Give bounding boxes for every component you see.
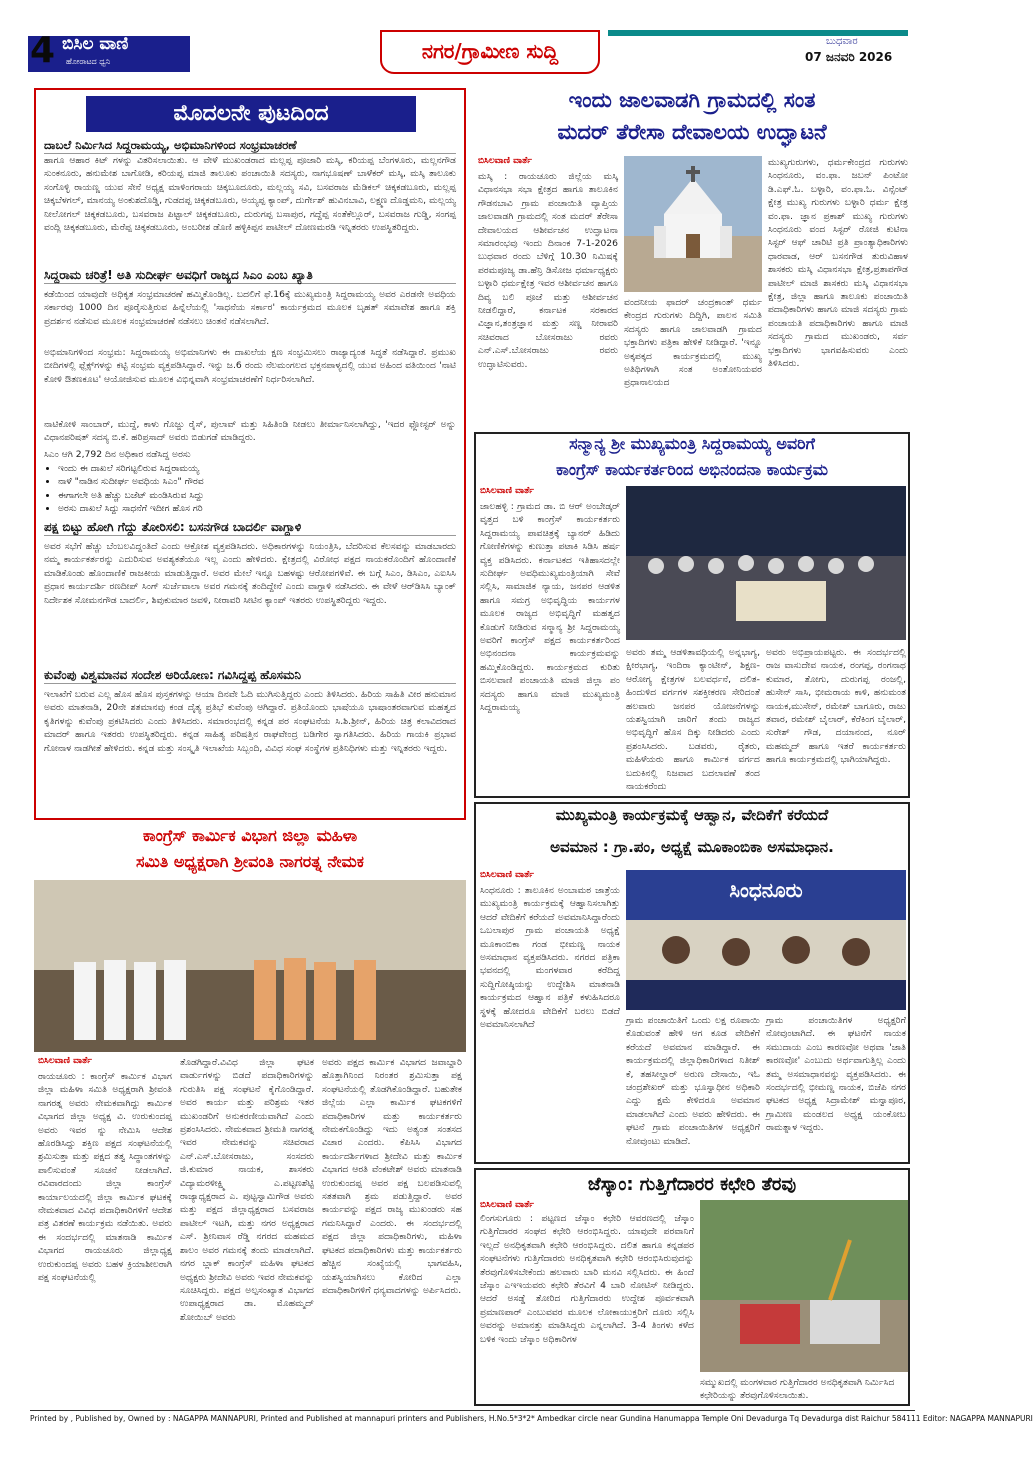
womens-photo (34, 880, 466, 1052)
lead-subhead-4: ಕುವೆಂಪು ವಿಶ್ವಮಾನವ ಸಂದೇಶ ಅರಿಯೋಣ: ಗವಿಸಿದ್ದಪ್ಪ ಹೊಸಮನಿ (44, 668, 456, 684)
lead-subhead-1: ದಾಬಲೆ ನಿರ್ಮಿಸಿದ ಸಿದ್ದರಾಮಯ್ಯ, ಅಭಿಮಾನಿಗಳಿಂದ ಸಂಭ್ರಮಾಚರಣೆ (44, 138, 456, 154)
lead-bullet: • ಈಗಾಗಲೇ ಅತಿ ಹೆಚ್ಚು ಬಜೆಟ್ ಮಂಡಿಸಿರುವ ಸಿದ್ದು (58, 489, 456, 502)
felicitation-article (474, 432, 910, 798)
invite-headline-2: ಅವಮಾನ : ಗ್ರಾ.ಪಂ, ಅಧ್ಯಕ್ಷೆ ಮೂಕಾಂಬಿಕಾ ಅಸಮಾಧಾನ. (550, 838, 834, 856)
lead-subhead-2: ಸಿದ್ದರಾಮ ಚರಿತ್ರೆ! ಅತಿ ಸುದೀರ್ಘ ಅವಧಿಗೆ ರಾಜ್ಯದ ಸಿಎಂ ಎಂಬ ಖ್ಯಾತಿ (44, 268, 456, 284)
womens-headline-1: ಕಾಂಗ್ರೆಸ್ ಕಾರ್ಮಿಕ ವಿಭಾಗ ಜಿಲ್ಲಾ ಮಹಿಳಾ (142, 826, 358, 845)
section-label: ನಗರ/ಗ್ರಾಮೀಣ ಸುದ್ದಿ (421, 39, 559, 63)
womens-text-col-3: ಅವರು ಪಕ್ಷದ ಕಾರ್ಮಿಕ ವಿಭಾಗದ ಜವಾಬ್ದಾರಿ ಹೊತ್ತಾಗಿನಿಂದ ನಿರಂತರ ಶ್ರಮಿಸುತ್ತಾ ಪಕ್ಷ ಸಂಘಟನೆಯಲ್ಲಿ ತೊಡಗಿಕೊಂಡಿದ್ದಾರೆ. ಬಹುತೇಕ ಜಿಲ್ಲೆಯ ಎಲ್ಲಾ ಕಾರ್ಮಿಕ ಘಟಕಗಳಿಗೆ ಪದಾಧಿಕಾರಿಗಳ ಮತ್ತು ಕಾರ್ಯಕರ್ತರು ನೇಮಕಗೊಂಡಿದ್ದು ಇದು ಅತ್ಯಂತ ಸಂತಸದ ವಿಚಾರ ಎಂದರು. ಕೆಪಿಸಿಸಿ ವಿಭಾಗದ ಕಾರ್ಯದರ್ಶಿಗಳಾದ ಶ್ರೀದೇವಿ ಮತ್ತು ಕಾರ್ಮಿಕ ವಿಭಾಗದ ಆರತಿ ವೆಂಕಟೇಶ್ ಅವರು ಮಾತನಾಡಿ ಉರುಕುಂದಪ್ಪ ಅವರ ಪಕ್ಷ ಬಲಪಡಿಸುವಲ್ಲಿ ಸತತವಾಗಿ ಶ್ರಮ ಪಡುತ್ತಿದ್ದಾರೆ. ಅವರ ಕಾರ್ಯವನ್ನು ಪಕ್ಷದ ರಾಜ್ಯ ಮುಖಂಡರು ಸಹ ಗಮನಿಸಿದ್ದಾರೆ ಎಂದರು. ಈ ಸಂದರ್ಭದಲ್ಲಿ ಪಕ್ಷದ ಜಿಲ್ಲಾ ಪದಾಧಿಕಾರಿಗಳು, ಮಹಿಳಾ ಘಟಕದ ಪದಾಧಿಕಾರಿಗಳು ಮತ್ತು ಕಾರ್ಯಕರ್ತರು ಹೆಚ್ಚಿನ ಸಂಖ್ಯೆಯಲ್ಲಿ ಭಾಗವಹಿಸಿ, ಯಶಸ್ವಿಯಾಗಿಸಲು ಕೋರಿದ ಎಲ್ಲಾ ಪದಾಧಿಕಾರಿಗಳಿಗೆ ಧನ್ಯವಾದಗಳನ್ನು ಅರ್ಪಿಸಿದರು. (322, 1057, 462, 1296)
felicitation-byline: ಬಿಸಿಲವಾಣಿ ವಾರ್ತೆ (480, 486, 534, 496)
invite-text-col-1: ಸಿಂಧನೂರು : ತಾಲೂಕಿನ ಅಂಬಾಮಠ ಜಾತ್ರೆಯ ಮುಖ್ಯಮಂತ್ರಿ ಕಾರ್ಯಕ್ರಮಕ್ಕೆ ಆಹ್ವಾನಿಸಲಾಗಿತ್ತು ಆದರೆ ವೇದಿಕೆಗೆ ಕರೆಯದೆ ಅವಮಾನಿಸಿದ್ದಾರೆಂದು ಒಬಲಾಪುರ ಗ್ರಾಮ ಪಂಚಾಯತಿ ಅಧ್ಯಕ್ಷೆ ಮೂಕಾಂಬಿಕಾ ಗಂಡ ಭೀಮಣ್ಣ ನಾಯಕ ಅಸಮಾಧಾನ ವ್ಯಕ್ತಪಡಿಸಿದರು. ನಗರದ ಪತ್ರಿಕಾ ಭವನದಲ್ಲಿ ಮಂಗಳವಾರ ಕರೆದಿದ್ದ ಸುದ್ದಿಗೋಷ್ಠಿಯನ್ನು ಉದ್ದೇಶಿಸಿ ಮಾತನಾಡಿ ಕಾರ್ಯಕ್ರಮದ ಆಹ್ವಾನ ಪತ್ರಿಕೆ ಕಳುಹಿಸಿದರೂ ಸ್ಥಳಕ್ಕೆ ಹೋದರೂ ವೇದಿಕೆಗೆ ಬರಲು ಬಿಡದೆ ಅವಮಾನಿಸಲಾಗಿದೆ (480, 885, 620, 1031)
felicitation-headline-2: ಕಾಂಗ್ರೆಸ್ ಕಾರ್ಯಕರ್ತರಿಂದ ಅಭಿನಂದನಾ ಕಾರ್ಯಕ್ರಮ (556, 460, 828, 479)
lead-para-7: ಇಲಾಖೆಗೆ ಬರುವ ಎಲ್ಲ ಹೊಸ ಹೊಸ ಪುಸ್ತಕಗಳನ್ನು ಆಯಾ ದಿನವೇ ಓದಿ ಮುಗಿಸುತ್ತಿದ್ದರು ಎಂದು ತಿಳಿಸಿದರು. ಹಿರಿಯ ಸಾಹಿತಿ ವೀರ ಹನುಮಾನ ಅವರು ಮಾತನಾಡಿ, 20ನೇ ಶತಮಾನವು ಕಂಡ ದೈತ್ಯ ಪ್ರತಿಭೆ ಕುವೆಂಪು ಆಗಿದ್ದಾರೆ. ಪ್ರತಿಯೊಂದು ಭಾಷೆಯೂ ಭಾಷಾಂತರವಾಗುವ ಮಹತ್ವದ ಕೃತಿಗಳನ್ನು ಕುವೆಂಪು ಪ್ರಕಟಿಸಿದರು ಎಂದು ತಿಳಿಸಿದರು. ಸಮಾರಂಭದಲ್ಲಿ ಕನ್ನಡ ಪರ ಸಂಘಟನೆಯ ಸಿ.ಶಿ.ಶ್ರೀನ್, ಹಿರಿಯ ಚಿತ್ರ ಕಲಾವಿದರಾದ ಮಾದರ್ ಹಾಗೂ ಇತರರು ಉಪಸ್ಥಿತರಿದ್ದರು. ಕನ್ನಡ ಸಾಹಿತ್ಯ ಪರಿಷತ್ತಿನ ರಾಘವೇಂದ್ರ ಬಡಿಗೇರ ಸ್ವಾಗತಿಸಿದರು. ಹಿರಿಯ ಗಾಯಕಿ ಪ್ರಭಾವ ಗೋನಾಳ ನಾಡಗೀತೆ ಹೇಳಿದರು. ಕನ್ನಡ ಮತ್ತು ಸಂಸ್ಕೃತಿ ಇಲಾಖೆಯ ಸಿಬ್ಬಂದಿ, ವಿವಿಧ ಸಂಘ ಸಂಸ್ಥೆಗಳ ಪ್ರತಿನಿಧಿಗಳು ಮತ್ತು ಇನ್ನಿತರರು ಇದ್ದರು. (44, 689, 456, 754)
issue-date: 07 ಜನವರಿ 2026 (805, 50, 893, 64)
church-illustration (624, 156, 762, 292)
felicitation-headline-1: ಸನ್ಮಾನ್ಯ ಶ್ರೀ ಮುಖ್ಯಮಂತ್ರಿ ಸಿದ್ದರಾಮಯ್ಯ ಅವರಿಗೆ (569, 434, 815, 453)
womens-wing-article (34, 826, 466, 1406)
womens-text-col-1: ರಾಯಚೂರು : ಕಾಂಗ್ರೆಸ್ ಕಾರ್ಮಿಕ ವಿಭಾಗ ಜಿಲ್ಲಾ ಮಹಿಳಾ ಸಮಿತಿ ಅಧ್ಯಕ್ಷರಾಗಿ ಶ್ರೀವಂತಿ ನಾಗರತ್ನ ಅವರು ನೇಮಕವಾಗಿದ್ದು ಕಾರ್ಮಿಕ ವಿಭಾಗದ ಜಿಲ್ಲಾ ಅಧ್ಯಕ್ಷ ವಿ. ಉರುಕುಂದಪ್ಪ ಅವರು ಇವರ ನ್ನು ನೇಮಿಸಿ ಆದೇಶ ಹೊರಡಿಸಿದ್ದು ಶಕ್ತಿಣ ಪಕ್ಷದ ಸಂಘಟನೆಯಲ್ಲಿ ಶ್ರಮಿಸುತ್ತಾ ಮತ್ತು ಪಕ್ಷದ ತತ್ವ ಸಿದ್ಧಾಂತಗಳನ್ನು ಪಾಲಿಸುವಂತೆ ಸೂಚನೆ ನೀಡಲಾಗಿದೆ. ರವಿವಾರದಂದು ಜಿಲ್ಲಾ ಕಾಂಗ್ರೆಸ್ ಕಾರ್ಯಾಲಯದಲ್ಲಿ ಜಿಲ್ಲಾ ಕಾರ್ಮಿಕ ಘಟಕಕ್ಕೆ ನೇಮಕವಾದ ವಿವಿಧ ಪದಾಧಿಕಾರಿಗಳಿಗೆ ಆದೇಶ ಪತ್ರ ವಿತರಣೆ ಕಾರ್ಯಕ್ರಮ ನಡೆಯಿತು. ಅವರು ಈ ಸಂದರ್ಭದಲ್ಲಿ ಮಾತನಾಡಿ ಕಾರ್ಮಿಕ ವಿಭಾಗದ ರಾಯಚೂರು ಜಿಲ್ಲಾಧ್ಯಕ್ಷ ಉರುಕುಂದಪ್ಪ ಅವರು ಬಹಳ ಕ್ರಿಯಾಶೀಲರಾಗಿ ಪಕ್ಷ ಸಂಘಟನೆಯಲ್ಲಿ (38, 1071, 172, 1284)
masthead (0, 0, 945, 78)
page-number: 4 (30, 30, 56, 71)
lead-article (34, 88, 466, 820)
church-byline: ಬಿಸಿಲವಾಣಿ ವಾರ್ತೆ (478, 156, 532, 166)
section-banner (380, 30, 600, 74)
felicitation-photo (626, 486, 906, 640)
header-rule (608, 30, 908, 36)
invite-byline: ಬಿಸಿಲವಾಣಿ ವಾರ್ತೆ (480, 870, 534, 880)
womens-headline-2: ಸಮಿತಿ ಅಧ್ಯಕ್ಷರಾಗಿ ಶ್ರೀವಂತಿ ನಾಗರತ್ನ ನೇಮಕ (136, 852, 364, 871)
invite-photo-sign: ಸಿಂಧನೂರು (729, 878, 803, 902)
group-photo-illustration (34, 880, 466, 1052)
escom-caption: ಸಮ್ಮುಖದಲ್ಲಿ ಮಂಗಳವಾರ ಗುತ್ತಿಗೆದಾರರ ಅನಧಿಕೃತವಾಗಿ ನಿರ್ಮಿಸಿದ ಕಛೇರಿಯನ್ನು ತೆರವುಗೊಳಿಸಲಾಯಿತು. (700, 1377, 895, 1402)
invite-text-col-3: ಗ್ರಾಮ ಪಂಚಾಯಿತಿಗಳ ಅಧ್ಯಕ್ಷರಿಗೆ ನೋವುಂಟಾಗಿದೆ. ಈ ಘಟನೆಗೆ ನಾಯಕ ಸಮುದಾಯ ಎಂಬ ಕಾರಣವೋ ಅಥವಾ 'ಜಾತಿ ಕಾರಣವೋ' ಎಂಬುದು ಅರ್ಥವಾಗುತ್ತಿಲ್ಲ ಎಂದು ತಮ್ಮ ಅಸಮಾಧಾನವನ್ನು ವ್ಯಕ್ತಪಡಿಸಿದರು. ಈ ಸಂದರ್ಭದಲ್ಲಿ ಭೀಮಣ್ಣ ನಾಯಕ, ಬಿಜೆಪಿ ನಗರ ಘಟಕದ ಅಧ್ಯಕ್ಷ ಸಿದ್ರಾಮೇಶ್ ಮನ್ವಾಪೂರ, ಗ್ರಾಮೀಣ ಮಂಡಲದ ಅಧ್ಯಕ್ಷ ಯಂಕೋಬ ರಾಮತ್ನಾಳ ಇದ್ದರು. (766, 1015, 906, 1134)
escom-headline: ಜೆಸ್ಕಾಂ: ಗುತ್ತಿಗೆದಾರರ ಕಛೇರಿ ತೆರವು (587, 1174, 797, 1195)
invite-headline-1: ಮುಖ್ಯಮಂತ್ರಿ ಕಾರ್ಯಕ್ರಮಕ್ಕೆ ಆಹ್ವಾನ, ವೇದಿಕೆಗೆ ಕರೆಯದೆ (555, 806, 829, 824)
invite-text-col-2: ಗ್ರಾಮ ಪಂಚಾಯಿತಿಗೆ ಒಂದು ಲಕ್ಷ ರೂಪಾಯಿ ಕೊಡುವಂತೆ ಹೇಳಿ ಆಗ ಕೂಡ ವೇದಿಕೆಗೆ ಕರೆಯದೆ ಅವಮಾನ ಮಾಡಿದ್ದಾರೆ. ಈ ಕಾರ್ಯಕ್ರಮದಲ್ಲಿ ಜಿಲ್ಲಾಧಿಕಾರಿಗಳಾದ ನಿತೀಶ್ ಕೆ, ತಹಸೀಲ್ದಾರ್ ಅರುಣ ದೇಸಾಯಿ, ಇಓ ಚಂದ್ರಶೇಖರ್ ಮತ್ತು ಭೂಸ್ವಾಧೀನ ಅಧಿಕಾರಿ ಎದ್ದು ಕ್ಷಮೆ ಕೇಳಿದರೂ ಅವಮಾನ ಮಾಡಲಾಗಿದೆ ಎಂದು ಅವರು ಹೇಳಿದರು. ಈ ಘಟನೆ ಗ್ರಾಮ ಪಂಚಾಯಿತಿಗಳ ಅಧ್ಯಕ್ಷರಿಗೆ ನೋವುಂಟು ಮಾಡಿದೆ. (626, 1015, 760, 1147)
church-photo (624, 156, 762, 292)
lead-para-2: ಕಡೆಯಿಂದ ಯಾವುದೇ ಅಧಿಕೃತ ಸಂಭ್ರಮಾಚರಣೆ ಹಮ್ಮಿಕೊಂಡಿಲ್ಲ. ಬದಲಿಗೆ ಫೆ.16ಕ್ಕೆ ಮುಖ್ಯಮಂತ್ರಿ ಸಿದ್ದರಾಮಯ್ಯ ಅವರ ಎರಡನೇ ಅವಧಿಯ ಸರ್ಕಾರವು 1000 ದಿನ ಪೂರೈಸುತ್ತಿರುವ ಹಿನ್ನೆಲೆಯಲ್ಲಿ 'ಸಾಧನೆಯ ಸರ್ಕಾರ' ಕಾರ್ಯಕ್ರಮದ ಮೂಲಕ ಬೃಹತ್ ಸಮಾವೇಶ ಹಾಗೂ ಶಕ್ತಿ ಪ್ರದರ್ಶನ ನಡೆಸುವ ಮೂಲಕ ಸಂಭ್ರಮಾಚರಣೆ ನಡೆಸಲು ಚಿಂತನೆ ನಡೆಸಲಾಗಿದೆ. (44, 289, 456, 327)
lead-para-1: ಹಾಗೂ ಆಹಾರ ಕಿಟ್ ಗಳನ್ನು ವಿತರಿಸಲಾಯಿತು. ಆ ವೇಳೆ ಮುಖಂಡರಾದ ಮಲ್ಲಪ್ಪ ಪೂಜಾರಿ ಮಸ್ಕಿ, ಕರಿಯಪ್ಪ ಬೆಂಗಳೂರು, ಮಲ್ಲನಗೌಡ ಸುಂಕನೂರು, ಹನುಮೇಶ ಬಾಗೋಡಿ, ಕರಿಯಪ್ಪ ಮಾಜಿ ತಾಲೂಕು ಪಂಚಾಯಿತಿ ಸದಸ್ಯರು, ನಾಗಭೂಷಣ್ ಬಾಳೆಕರ್ ಮಸ್ಕಿ, ಮಸ್ಕಿ ತಾಲೂಕು ಸಂಗೊಳ್ಳಿ ರಾಯಣ್ಣ ಯುವ ಸೇನೆ ಅಧ್ಯಕ್ಷ ಮಾಳಿಂಗರಾಯ ಚಿಕ್ಕಬೂದೂರು, ಮಲ್ಲಯ್ಯ ಸವಿ, ಬಸವರಾಜ ಮೆಡಿಕಲ್ ಚಿಕ್ಕಕಡಬೂರು, ಮಲ್ಲಪ್ಪ ಚಿಕ್ಕಬೆಳಗಲ್, ಮಾನಯ್ಯ ಅಂಕುಶದೊಡ್ಡಿ, ಗುಡದಪ್ಪ ಚಿಕ್ಕಕಡಬೂರು, ಅಯ್ಯಪ್ಪ ಕ್ಯಾಂಪ್, ದುರ್ಗೇಶ್ ಹುವಿನಬಾವಿ, ಲಕ್ಷ್ಮಣ ದೊಡ್ಡಮನಿ, ಮಲ್ಲಯ್ಯ ನೀಲೋಗಲ್ ಚಿಕ್ಕಕಡಬೂರು, ಬಸವರಾಜ ಪಿಟ್ಟಾಲ್ ಚಿಕ್ಕಕಡಬೂರು, ದುರುಗಪ್ಪ ಬಸಾಪುರ, ಗದ್ದೆಪ್ಪ ಸಂತೆಕೆಲ್ಲೂರ್, ಬಸವರಾಜ ಗುಡ್ಡಿ, ಸಂಗಪ್ಪ ವಂದ್ಲಿ ಚಿಕ್ಕಕಡಬೂರು, ಮೆರೆಪ್ಪ ಚಿಕ್ಕಕಡಬೂರು, ಅಂಬರೀಶ ಡೊಣಿ ಹಳ್ಳಿಕಿಪ್ಪನ ಪಾಟೀಲ್ ದೋಣಮರಡಿ ಇನ್ನಿತರರು ಉಪಸ್ಥಿತರಿದ್ದರು. (44, 155, 456, 234)
issue-day: ಬುಧವಾರ (826, 36, 858, 47)
lead-subhead-3: ಪಕ್ಷ ಬಿಟ್ಟು ಹೋಗಿ ಗೆದ್ದು ತೋರಿಸಲಿ: ಬಸನಗೌಡ ಬಾದರ್ಲಿ ವಾಗ್ದಾಳಿ (44, 520, 456, 536)
paper-name: ಬಿಸಿಲ ವಾಣಿ (62, 34, 129, 54)
felicitation-text-col-2: ಅವರು ತಮ್ಮ ಆಡಳಿತಾವಧಿಯಲ್ಲಿ ಅನ್ನಭಾಗ್ಯ, ಕ್ಷೀರಭಾಗ್ಯ, ಇಂದಿರಾ ಕ್ಯಾಂಟೀನ್, ಶಿಕ್ಷಣ-ಆರೋಗ್ಯ ಕ್ಷೇತ್ರಗಳ ಬಲವರ್ಧನೆ, ದಲಿತ-ಹಿಂದುಳಿದ ವರ್ಗಗಳ ಸಶಕ್ತೀಕರಣ ಸೇರಿದಂತೆ ಹಲವಾರು ಜನಪರ ಯೋಜನೆಗಳನ್ನು ಯಶಸ್ವಿಯಾಗಿ ಜಾರಿಗೆ ತಂದು ರಾಜ್ಯದ ಅಭಿವೃದ್ಧಿಗೆ ಹೊಸ ದಿಕ್ಕು ನೀಡಿದರು ಎಂದು ಪ್ರಶಂಸಿಸಿದರು. ಬಡವರು, ರೈತರು, ಮಹಿಳೆಯರು ಹಾಗೂ ಕಾರ್ಮಿಕ ವರ್ಗದ ಬದುಕಿನಲ್ಲಿ ನಿಜವಾದ ಬದಲಾವಣೆ ತಂದ ನಾಯಕರೆಂದು (626, 647, 760, 793)
church-text-col-2: ವಂದನೀಯ ಫಾದರ್ ಚಂದ್ರಕಾಂತ್ ಧರ್ಮ ಕೇಂದ್ರದ ಗುರುಗಳು ದಿದ್ದಿಗಿ, ಪಾಲನ ಸಮಿತಿ ಸದಸ್ಯರು ಹಾಗೂ ಜಾಲವಾಡಗಿ ಗ್ರಾಮದ ಭಕ್ತಾದಿಗಳು ಪತ್ರಿಕಾ ಹೇಳಿಕೆ ನೀಡಿದ್ದಾರೆ. 'ಇನ್ನೂ ಅಕ್ಕಪಕ್ಕದ ಕಾರ್ಯಕ್ರಮದಲ್ಲಿ ಮುಖ್ಯ ಅತಿಥಿಗಳಾಗಿ ಸಂತ ಅಂತೋನಿಯವರ ಪ್ರಧಾನಾಲಯದ (624, 297, 762, 389)
lead-para-4: ನಾಟಿಕೋಳಿ ಸಾಂಬಾರ್, ಮುದ್ದೆ, ಕಾಳು ಗೊಜ್ಜು ರೈಸ್, ಪುಲಾವ್ ಮತ್ತು ಸಿಹಿತಿಂಡಿ ನೀಡಲು ತೀರ್ಮಾನಿಸಲಾಗಿದ್ದು, 'ಇದರ ಫ್ಲೋಸ್ಟರ್ ಅನ್ನು ವಿಧಾನಪರಿಷತ್ ಸದಸ್ಯ ಬಿ.ಕೆ. ಹರಿಪ್ರಸಾದ್ ಅವರು ಬಿಡುಗಡೆ ಮಾಡಿದ್ದರು. (44, 419, 456, 444)
womens-text-col-2: ತೊಡಗಿದ್ದಾರೆ.ವಿವಿಧ ಜಿಲ್ಲಾ ಘಟಕ ವಾರ್ಡುಗಳನ್ನು ಬಿಡದೆ ಪದಾಧಿಕಾರಿಗಳನ್ನು ಗುರುತಿಸಿ ಪಕ್ಷ ಸಂಘಟನೆ ಕೈಗೊಂಡಿದ್ದಾರೆ. ಅವರ ಕಾರ್ಯ ಮತ್ತು ಪರಿಶ್ರಮ ಇತರ ಮುಖಂಡರಿಗೆ ಅನುಕರಣೀಯವಾಗಿದೆ ಎಂದು ಪ್ರಶಂಸಿಸಿದರು. ನೇಮಕವಾದ ಶ್ರೀಮತಿ ನಾಗರತ್ನ ಇವರ ನೇಮಕವನ್ನು ಸಚಿವರಾದ ಎನ್.ಎಸ್.ಬೋಸರಾಜು, ಸಂಸದರು ಜಿ.ಕುಮಾರ ನಾಯಕ, ಶಾಸಕರು ವಿದ್ಯಾಮರಳೀಕ್ಷ್ಮಿ ಎ.ಪಟ್ಟಣಶೆಟ್ಟಿ ರಾಜ್ಯಾಧ್ಯಕ್ಷರಾದ ಎ. ಪುಟ್ಟಸ್ವಾಮಿಗೌಡ ಅವರು ಮತ್ತು ಪಕ್ಷದ ಜಿಲ್ಲಾಧ್ಯಕ್ಷರಾದ ಬಸವರಾಜ ಪಾಟೀಲ್ ಇಟಗಿ, ಮತ್ತು ನಗರ ಅಧ್ಯಕ್ಷರಾದ ಎಸ್. ಶ್ರೀನಿವಾಸ ರೆಡ್ಡಿ ನಗರದ ಮಹಮದ ಶಾಲಂ ಅವರ ಗಮನಕ್ಕೆ ತಂದು ಮಾಡಲಾಗಿದೆ. ನಗರ ಬ್ಲಾಕ್ ಕಾಂಗ್ರೆಸ್ ಮಹಿಳಾ ಘಟಕದ ಅಧ್ಯಕ್ಷರು ಶ್ರೀದೇವಿ ಅವರು ಇವರ ನೇಮಕವನ್ನು ಸೂಚಿಸಿದ್ದರು. ಪಕ್ಷದ ಅಲ್ಪಸಂಖ್ಯಾತ ವಿಭಾಗದ ಉಪಾಧ್ಯಕ್ಷರಾದ ಡಾ. ಮೊಹಮ್ಮದ್ ಶೋಯಿಬ್ ಅವರು (180, 1057, 314, 1323)
felicitation-text-col-3: ಅವರು ಅಭಿಪ್ರಾಯಪಟ್ಟರು. ಈ ಸಂದರ್ಭದಲ್ಲಿ ರಾಜ ವಾಸುದೇವ ನಾಯಕ, ರಂಗಪ್ಪ, ರಂಗನಾಥ ಕುಮಾರ, ತೋಗು, ದುರುಗಪ್ಪ ರಂಜಲ್ಲಿ, ಹುಸೇನ್ ಸಾಸಿ, ಭೀಮರಾಯ ಕಾಳಿ, ಹನುಮಂತ ನಾಯಕ,ಮುಸೇನ್, ರಮೇಶ್ ಬಾಗೂರು, ರಾಜು ತವಾರ, ರಮೇಶ್ ಬೈಲಾರ್, ಕೆರೆಕಿಂಗ ಬೈಲಾರ್, ಸುರೇಶ್ ಗೌಡ, ದಯಾನಂದ, ನೂರ್ ಮಹಮ್ಮದ್ ಹಾಗೂ ಇತರೆ ಕಾರ್ಯಕರ್ತರು ಹಾಗೂ ಕಾರ್ಯಕ್ರಮದಲ್ಲಿ ಭಾಗಿಯಾಗಿದ್ದರು. (766, 647, 906, 766)
demolition-illustration (700, 1200, 908, 1372)
escom-photo (700, 1200, 908, 1372)
invite-article (474, 802, 910, 1164)
escom-body: ಲಿಂಗಸುಗೂರು : ಪಟ್ಟಣದ ಜೆಸ್ಕಾಂ ಕಛೇರಿ ಆವರಣದಲ್ಲಿ ಜೆಸ್ಕಾಂ ಗುತ್ತಿಗೆದಾರರ ಸಂಘದ ಕಛೇರಿ ಆರಂಭಿಸಿದ್ದರು. ಯಾವುದೇ ಪರವಾನಿಗೆ ಇಲ್ಲದೆ ಅನಧಿಕೃತವಾಗಿ ಕಛೇರಿ ಆರಂಭಿಸಿದ್ದರು. ದಲಿತ ಹಾಗೂ ಕನ್ನಡಪರ ಸಂಘಟನೆಗಳು ಗುತ್ತಿಗೆದಾರರು ಅನಧಿಕೃತವಾಗಿ ಕಛೇರಿ ಆರಂಭಿಸಿರುವುದನ್ನು ತೆರವುಗೊಳಿಸಬೇಕೆಂದು ಹಲವಾರು ಬಾರಿ ಮನವಿ ಸಲ್ಲಿಸಿದರು. ಈ ಹಿಂದೆ ಜೆಸ್ಕಾಂ ಎಇಇಯವರು ಕಛೇರಿ ತೆರವಿಗೆ 4 ಬಾರಿ ನೋಟಿಸ್ ನೀಡಿದ್ದರು. ಆದರೆ ಅಸಡ್ಡೆ ತೋರಿದ ಗುತ್ತಿಗೆದಾರರು ಉದ್ದೇಶ ಪೂರ್ವಕವಾಗಿ ಪ್ರಮಾಣಪಾರ್ ಎಂಬುವವರ ಮೂಲಕ ಲೋಕಾಯುಕ್ತರಿಗೆ ದೂರು ಸಲ್ಲಿಸಿ ಅವರನ್ನು ಅಮಾನತ್ತು ಮಾಡಿಸಿದ್ದರು ಎನ್ನಲಾಗಿದೆ. 3-4 ತಿಂಗಳು ಕಳೆದ ಬಳಿಕ ಇಂದು ಜೆಸ್ಕಾಂ ಅಧಿಕಾರಿಗಳ (480, 1213, 694, 1345)
lead-bullet: • ಇಂದು ಈ ದಾಖಲೆ ಸರಿಗಟ್ಟಲಿರುವ ಸಿದ್ದರಾಮಯ್ಯ (58, 462, 456, 475)
escom-article (474, 1168, 910, 1406)
church-headline-1: ಇಂದು ಜಾಲವಾಡಗಿ ಗ್ರಾಮದಲ್ಲಿ ಸಂತ (568, 88, 816, 112)
lead-bullet: • ಅರಸು ದಾಖಲೆ ಸಿದ್ದು ಸಾಧನೆಗೆ ಇದೀಗ ಹೊಸ ಗರಿ (58, 502, 456, 515)
lead-para-3: ಅಭಿಮಾನಿಗಳಿಂದ ಸಂಭ್ರಮ: ಸಿದ್ದರಾಮಯ್ಯ ಅಭಿಮಾನಿಗಳು ಈ ದಾಖಲೆಯ ಕ್ಷಣ ಸಂಭ್ರಮಿಸಲು ರಾಜ್ಯಾದ್ಯಂತ ಸಿದ್ಧತೆ ನಡೆಸಿದ್ದಾರೆ. ಪ್ರಮುಖ ಬೀದಿಗಳಲ್ಲಿ ಫ್ಲೆಕ್ಸ್‌ಗಳನ್ನು ಕಟ್ಟಿ ಸಂಭ್ರಮ ವ್ಯಕ್ತಪಡಿಸಿದ್ದಾರೆ. ಇನ್ನು ಜ.6 ರಂದು ನೆಲಮಂಗಲದ ಭಕ್ತನಪಾಳ್ಯದಲ್ಲಿ ಯುವ ಅಹಿಂದ ವತಿಯಿಂದ 'ನಾಟಿ ಕೋಳಿ ಔತಣಕೂಟ' ಆಯೋಜಿಸುವ ಮೂಲಕ ವಿಭಿನ್ನವಾಗಿ ಸಂಭ್ರಮಾಚರಣೆಗೆ ನಿರ್ಧರಿಸಲಾಗಿದೆ. (44, 347, 456, 385)
lead-banner: ಮೊದಲನೇ ಪುಟದಿಂದ (86, 96, 416, 132)
crowd-illustration (626, 486, 906, 640)
felicitation-text-col-1: ಜಾಲಹಳ್ಳಿ : ಗ್ರಾಮದ ಡಾ. ಬಿ ಆರ್ ಅಂಬೇಡ್ಕರ್ ವೃತ್ತದ ಬಳಿ ಕಾಂಗ್ರೆಸ್ ಕಾರ್ಯಕರ್ತರು ಸಿದ್ದರಾಮಯ್ಯ ಪಾವಚಿತ್ರಕ್ಕೆ ಬ್ಯಾನರ್ ಹಿಡಿದು ಗೋಣಿಕೆಗಳನ್ನು ಕುಣುತ್ತಾ ಪಟಾಕಿ ಸಿಡಿಸಿ ಹರ್ಷ ವ್ಯಕ್ತ ಪಡಿಸಿದರು. ಕರ್ನಾಟಕದ ಇತಿಹಾಸದಲ್ಲೇ ಸುದೀರ್ಘ ಅವಧಿಮುಖ್ಯಮಂತ್ರಿಯಾಗಿ ಸೇವೆ ಸಲ್ಲಿಸಿ, ಸಾಮಾಜಿಕ ನ್ಯಾಯ, ಜನಪರ ಆಡಳಿತ ಹಾಗೂ ಸಮಗ್ರ ಅಭಿವೃದ್ಧಿಯ ಕಾರ್ಯಗಳ ಮೂಲಕ ರಾಜ್ಯದ ಅಭಿವೃದ್ಧಿಗೆ ಮಹತ್ವದ ಕೊಡುಗೆ ನೀಡಿರುವ ಸನ್ಮಾನ್ಯ ಶ್ರೀ ಸಿದ್ದರಾಮಯ್ಯ ಅವರಿಗೆ ಕಾಂಗ್ರೆಸ್ ಪಕ್ಷದ ಕಾರ್ಯಕರ್ತರಿಂದ ಅಭಿನಂದನಾ ಕಾರ್ಯಕ್ರಮವನ್ನು ಹಮ್ಮಿಕೊಂಡಿದ್ದರು. ಕಾರ್ಯಕ್ರಮದ ಕುರಿತು ಬಿಸಲವಾಣಿ ಪಂಚಾಯತಿ ಮಾಜಿ ಜಿಲ್ಲಾ ಪಂ ಸದಸ್ಯರು ಹಾಗೂ ಮಾಜಿ ಮುಖ್ಯಮಂತ್ರಿ ಸಿದ್ದರಾಮಯ್ಯ (480, 501, 620, 714)
lead-para-5: ಸಿಎಂ ಆಗಿ 2,792 ದಿನ ಅಧಿಕಾರ ನಡೆಸಿದ್ದ ಅರಸು (44, 449, 191, 460)
church-text-col-3: ಮುಖ್ಯಗುರುಗಳು, ಧರ್ಮಕೇಂದ್ರದ ಗುರುಗಳು ಸಿಂಧನೂರು, ವಂ.ಫಾ. ಜಬನ್ ಪಿಂಟೋ ಡಿ.ಎಫ್.ಓ. ಬಳ್ಳಾರಿ, ವಂ.ಫಾ.ಓ. ವಿನ್ಸೆಂಟ್ ಕ್ಷೇತ್ರ ಮುಖ್ಯ ಗುರುಗಳು ಬಳ್ಳಾರಿ ಧರ್ಮ ಕ್ಷೇತ್ರ ವಂ.ಫಾ. ಜ್ಞಾನ ಪ್ರಕಾಶ್ ಮುಖ್ಯ ಗುರುಗಳು ಸಿಂಧನೂರು ವಂದ ಸಿಸ್ಟರ್ ರೋಜಿ ಕುಟಿನಾ ಸಿಸ್ಟರ್ ಆಫ್ ಚಾರಿಟಿ ಪ್ರತಿ ಪ್ರಾಂತ್ಯಾಧಿಕಾರಿಗಳು ಧಾರವಾಡ, ಆರ್ ಬಸನಗೌಡ ತುರುವಿಹಾಳ ಶಾಸಕರು ಮಸ್ಕಿ ವಿಧಾನಸಭಾ ಕ್ಷೇತ್ರ,ಪ್ರತಾಪಗೌಡ ಪಾಟೀಲ್ ಮಾಜಿ ಶಾಸಕರು ಮಸ್ಕಿ ವಿಧಾನಸಭಾ ಕ್ಷೇತ್ರ, ಜಿಲ್ಲಾ ಹಾಗೂ ತಾಲೂಕು ಪಂಚಾಯಿತಿ ಪದಾಧಿಕಾರಿಗಳು ಹಾಗೂ ಮಾಜಿ ಸದಸ್ಯರು ಗ್ರಾಮ ಪಂಚಾಯತಿ ಪದಾಧಿಕಾರಿಗಳು ಹಾಗೂ ಮಾಜಿ ಸದಸ್ಯರು ಗ್ರಾಮದ ಮುಖಂಡರು, ಸರ್ವ ಭಕ್ತಾದಿಗಳು ಭಾಗವಹಿಸುವರು ಎಂದು ತಿಳಿಸಿದರು. (768, 157, 908, 370)
invite-photo (626, 870, 906, 1010)
church-text-col-1: ಮಸ್ಕಿ : ರಾಯಚೂರು ಜಿಲ್ಲೆಯ ಮಸ್ಕಿ ವಿಧಾನಸಭಾ ಸಭಾ ಕ್ಷೇತ್ರದ ಹಾಗೂ ತಾಲೂಕಿನ ಗೌಡನಬಾವಿ ಗ್ರಾಮ ಪಂಚಾಯಿತಿ ವ್ಯಾಪ್ತಿಯ ಜಾಲವಾಡಗಿ ಗ್ರಾಮದಲ್ಲಿ ಸಂತ ಮದರ್ ತೆರೇಸಾ ದೇವಾಲಯದ ಆಶೀರ್ವಚನ ಉದ್ಘಾಟನಾ ಸಮಾರಂಭವು ಇಂದು ದಿನಾಂಕ 7-1-2026 ಬುಧವಾರ ರಂದು ಬೆಳಿಗ್ಗೆ 10.30 ನಿಮಿಷಕ್ಕೆ ಪರಮಪೂಜ್ಯ ಡಾ.ಹೆನ್ರಿ ಡಿಸೋಜ ಧರ್ಮಾಧ್ಯಕ್ಷರು ಬಳ್ಳಾರಿ ಧರ್ಮಕ್ಷೇತ್ರ ಇವರ ಆಶೀರ್ವಚನ ಹಾಗೂ ದಿವ್ಯ ಬಲಿ ಪೂಜೆ ಮತ್ತು ಆಶೀರ್ವಚನ ನೀಡಲಿದ್ದಾರೆ, ಕರ್ನಾಟಕ ಸರಕಾರದ ವಿಜ್ಞಾನ,ತಂತ್ರಜ್ಞಾನ ಮತ್ತು ಸಣ್ಣ ನೀರಾವರಿ ಸಚಿವರಾದ ಬೋಸರಾಜು ರವರು ಎನ್.ಎಸ್.ಬೋಸರಾಜು ರವರು ಉದ್ಘಾಟಿಸುವರು. (478, 171, 618, 370)
church-headline-2: ಮದರ್ ತೆರೇಸಾ ದೇವಾಲಯ ಉದ್ಘಾಟನೆ (557, 120, 827, 144)
paper-tagline: ಹೋರಾಟದ ಧ್ವನಿ (66, 57, 111, 66)
imprint-footer: Printed by , Published by, Owned by : NAGAPPA MANNAPURI, Printed and Published at mannapuri printers and Publishers, H.No.5*3*2* Ambedkar circle near Gundina Hanumappa Temple Oni Devadurga Tq Devadurga dist Raichur 584111 Editor: NAGAPPA MANNAPURI (30, 1410, 915, 1426)
escom-byline: ಬಿಸಿಲವಾಣಿ ವಾರ್ತೆ (480, 1200, 534, 1210)
lead-bullet-list (44, 462, 456, 516)
lead-para-6: ಅವರ ಸಭೆಗೆ ಹೆಚ್ಚು ಬೆಂಬಲವಿದ್ದಂತಿದೆ ಎಂದು ಆಕ್ರೋಶ ವ್ಯಕ್ತಪಡಿಸಿದರು. ಅಧಿಕಾರಗಳನ್ನು ನಿಯಂತ್ರಿಸಿ, ಬೆದರಿಸುವ ಕೆಲಸವನ್ನು ಮಾಡಬಾರದು ನಮ್ಮ ಕಾರ್ಯಕರ್ತರನ್ನು ಎದುರಿಸುವ ಅವಶ್ಯಕತೆಯೂ ಇಲ್ಲ ಎಂದು ಹೇಳಿದರು. ಕ್ಷೇತ್ರದಲ್ಲಿ ವಿರೋಧ ಪಕ್ಷದ ನಾಯಕರೊಂದಿಗೆ ಹೊಂದಾಣಿಕೆ ಮಾಡಿಕೊಂಡು ಹೊಂದಾಣಿಕೆ ರಾಜಕೀಯ ಮಾಡುತ್ತಿದ್ದಾರೆ. ಅವರ ಮೇಲೆ ಇನ್ನೂ ಬಹಳಷ್ಟು ಆರೋಪಗಳಿವೆ. ಈ ಬಗ್ಗೆ ಸಿಎಂ, ಡಿಸಿಎಂ, ಎಐಸಿಸಿ ಪ್ರಧಾನ ಕಾರ್ಯದರ್ಶಿ ರಣದೀಪ್ ಸಿಂಗ್ ಸುರ್ಜೆವಾಲಾ ಅವರ ಗಮನಕ್ಕೆ ತಂದಿದ್ದೇನೆ ಎಂದು ವಾಗ್ದಾಳಿ ನಡೆಸಿದರು. ಈ ವೇಳೆ ಆರ್‌ಡಿಸಿಸಿ ಬ್ಯಾಂಕ್ ನಿರ್ದೇಶಕ ಸೋಮನಗೌಡ ಬಾದರ್ಲಿ, ಶಿವುಕುಮಾರ ಜವಳಿ, ನೀರಾವರಿ ಸೀಟಿನ ಕ್ಯಾಂಪ್ ಇತರರು ಉಪಸ್ಥಿತರಿದ್ದರು ಇದ್ದರು. (44, 541, 456, 606)
church-article (474, 88, 910, 428)
womens-byline: ಬಿಸಿಲವಾಣಿ ವಾರ್ತೆ (38, 1056, 92, 1066)
lead-bullet: • ನಾಳೆ "ನಾಡಿನ ಸುದೀರ್ಘ ಅವಧಿಯ ಸಿಎಂ" ಗೌರವ (58, 475, 456, 488)
